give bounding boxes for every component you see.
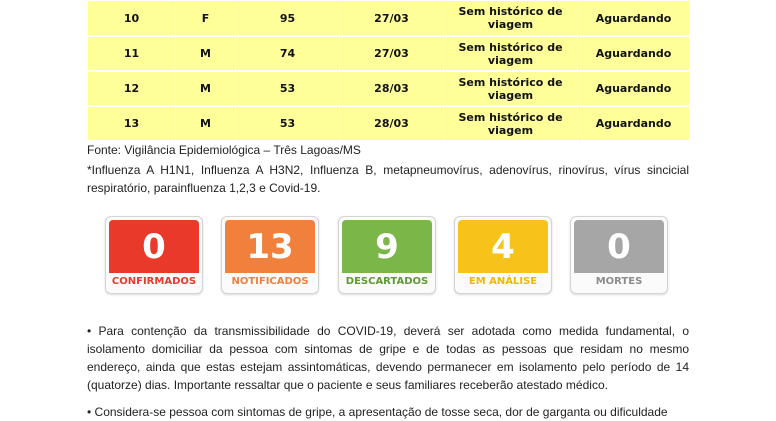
card-confirmados (105, 216, 203, 294)
table-cell: M (176, 71, 236, 106)
table-row (88, 106, 690, 141)
source-note: Fonte: Vigilância Epidemiológica – Três Lagoas/MS (87, 143, 361, 157)
card-label: MORTES (595, 276, 643, 287)
card-label: DESCARTADOS (345, 276, 429, 287)
paragraph-symptoms: • Considera-se pessoa com sintomas de gripe, a apresentação de tosse seca, dor de garganta ou dificuldade (87, 405, 668, 419)
table-row (88, 36, 690, 71)
table-cell: M (176, 106, 236, 141)
paragraph-isolation: • Para contenção da transmissibilidade do COVID-19, deverá ser adotada como medida fundamental, o isolamento domiciliar da pessoa com sintomas de gripe e de todas as pessoas que residam no mesmo endereço, ainda que estas estejam assintomáticas, devendo permanecer em isolamento pelo período de 14 (quatorze) dias. Importante ressaltar que o paciente e seus familiares receberão atestado médico. (87, 324, 689, 392)
table-cell: 27/03 (340, 36, 444, 71)
table-cell: M (176, 36, 236, 71)
card-notificados (221, 216, 319, 294)
table-cell: Aguardando (578, 36, 690, 71)
card-em-analise (454, 216, 552, 294)
card-label: NOTIFICADOS (231, 276, 309, 287)
table-cell: Aguardando (578, 71, 690, 106)
card-value: 4 (458, 220, 548, 273)
cases-table (87, 0, 690, 142)
card-mortes (570, 216, 668, 294)
table-cell: Sem histórico de viagem (444, 36, 578, 71)
table-cell: 10 (88, 1, 176, 37)
table-cell: 74 (236, 36, 340, 71)
card-value: 0 (574, 220, 664, 273)
card-value: 0 (109, 220, 199, 273)
card-value: 13 (225, 220, 315, 273)
table-cell: 53 (236, 106, 340, 141)
table-cell: F (176, 1, 236, 37)
footnote: *Influenza A H1N1, Influenza A H3N2, Influenza B, metapneumovírus, adenovírus, rinovírus, vírus sincicial respiratório, parainfluenza 1,2,3 e Covid-19. (87, 163, 689, 195)
table-cell: Sem histórico de viagem (444, 1, 578, 37)
table-cell: 12 (88, 71, 176, 106)
table-cell: Aguardando (578, 106, 690, 141)
table-cell: Sem histórico de viagem (444, 106, 578, 141)
table-cell: 28/03 (340, 106, 444, 141)
card-descartados (338, 216, 436, 294)
card-label: EM ANÁLISE (468, 276, 538, 287)
table-cell: 95 (236, 1, 340, 37)
table-cell: 28/03 (340, 71, 444, 106)
table-cell: 11 (88, 36, 176, 71)
table-cell: Aguardando (578, 1, 690, 37)
table-cell: 53 (236, 71, 340, 106)
cases-table-body (88, 1, 690, 142)
table-cell: Sem histórico de viagem (444, 71, 578, 106)
card-value: 9 (342, 220, 432, 273)
table-cell: 13 (88, 106, 176, 141)
table-row (88, 71, 690, 106)
table-row (88, 1, 690, 37)
table-cell: 27/03 (340, 1, 444, 37)
card-label: CONFIRMADOS (111, 276, 197, 287)
